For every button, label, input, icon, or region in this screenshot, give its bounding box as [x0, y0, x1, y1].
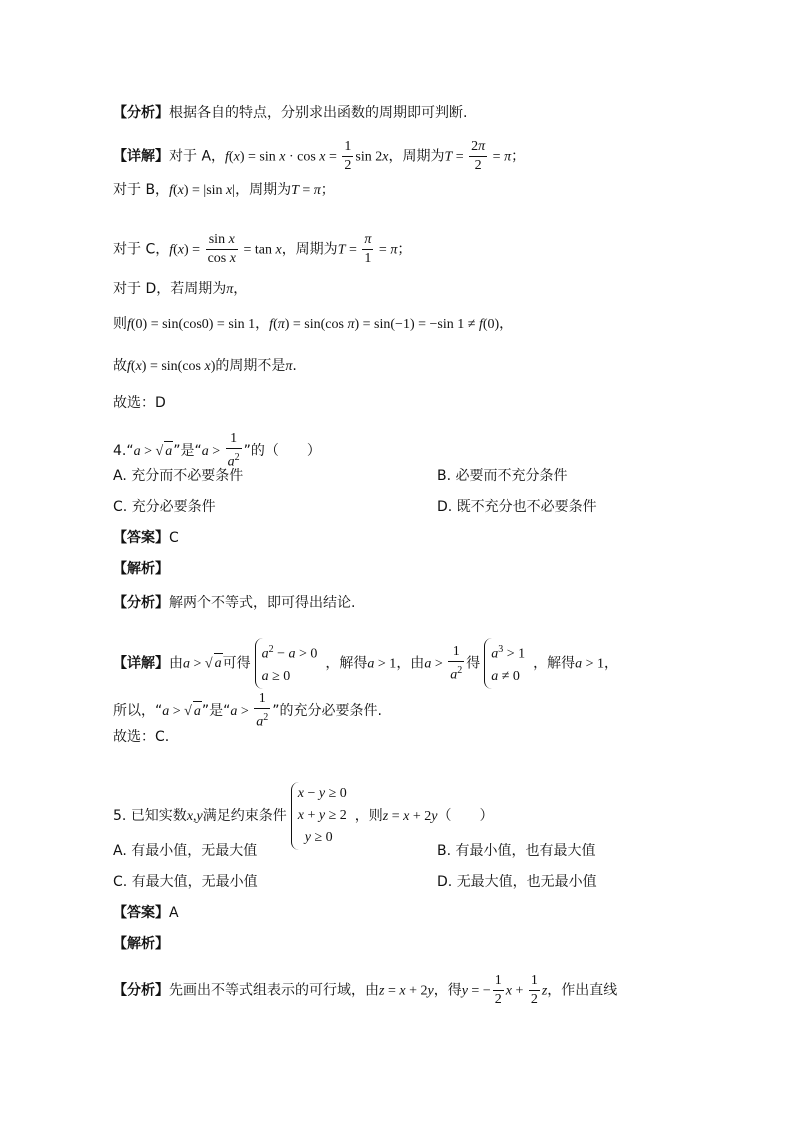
q4-answer-value: C — [169, 530, 179, 546]
fraction-1-over-a2-c: $\frac{1}{a^2}$ — [256, 691, 269, 730]
q3-d-then: 则 — [113, 316, 127, 332]
formula-a: f — [225, 149, 229, 165]
q5-answer — [113, 903, 179, 923]
q4-stem-end: ”的（ ） — [243, 442, 321, 459]
q4-answer — [113, 528, 179, 548]
q3-c-prefix: 对于 C， — [113, 241, 170, 258]
q4-detail-solve: ，解得 — [325, 655, 368, 672]
system-brace-1: $a^2 - a > 0$ a ≥ 0 — [255, 638, 322, 689]
q4-jiexi — [113, 559, 169, 579]
fraction-pi-over-1: $\frac{\pi}{1}$ — [364, 232, 372, 266]
q5-option-c[interactable]: C. 有最大值，无最小值 — [113, 874, 258, 890]
tag-fenxi: 【分析】 — [113, 982, 169, 999]
q5-fenxi-text3: ，作出直线 — [547, 982, 618, 999]
tag-daan: 【答案】 — [113, 905, 169, 921]
tag-fenxi: 【分析】 — [113, 595, 169, 611]
q3-detail-b: 对于 B，f(x) = |sin x|，周期为T = π； — [113, 182, 335, 198]
tag-daan: 【答案】 — [113, 530, 169, 546]
q4-detail: 【详解】由a > √ a可得 $a^2 - a > 0$ a ≥ 0 ，解得a > 1，由a > $\frac{1}{a^2}$ 得 $a^3 > 1$ a ≠ 0 ，解得a > 1， — [113, 638, 618, 689]
q4-so-mid: ”是“ — [201, 702, 231, 719]
q3-fenxi-text: 根据各自的特点，分别求出函数的周期即可判断. — [169, 105, 468, 121]
q3-c-period-label: ，周期为 — [281, 241, 338, 258]
q5-fenxi-line: 【分析】先画出不等式组表示的可行域，由z = x + 2y，得y = − $\frac{1}{2}$ x + $\frac{1}{2}$ z，作出直线 — [113, 973, 618, 1007]
tag-xiangjie: 【详解】 — [113, 148, 169, 165]
q3-choice: 故选：D — [113, 395, 166, 411]
q5-number: 5. — [113, 808, 127, 824]
q4-choice: 故选：C. — [113, 729, 170, 745]
q4-so-suffix: ”的充分必要条件. — [272, 702, 382, 719]
q5-stem-end: （ ） — [437, 808, 494, 824]
q4-detail-by2: ，由 — [396, 655, 425, 672]
q4-detail-by: 由 — [169, 655, 183, 672]
q4-stem: 4.“a > √ a”是“a > $\frac{1}{a^2}$ ”的（ ） — [113, 431, 321, 470]
q5-stem-prefix: 已知实数 — [130, 808, 187, 824]
q4-stem-mid: ”是“ — [173, 442, 202, 459]
q5-stem-constraint: 满足约束条件 — [202, 808, 287, 824]
q4-fenxi-text: 解两个不等式，即可得出结论. — [169, 595, 356, 611]
fraction-half-b: $\frac{1}{2}$ — [494, 973, 502, 1007]
q4-detail-get2: 得 — [466, 655, 481, 672]
q4-detail-solve2: ，解得 — [533, 655, 576, 672]
tag-jiexi: 【解析】 — [113, 936, 169, 952]
q3-detail-d: 对于 D，若周期为π， — [113, 281, 248, 297]
q5-option-b[interactable]: B. 有最小值，也有最大值 — [437, 843, 596, 859]
constraint-system: x − y ≥ 0 x + y ≥ 2 y ≥ 0 — [291, 782, 351, 850]
q4-number: 4. — [113, 442, 127, 459]
q5-stem: 5. 已知实数x,y满足约束条件 x − y ≥ 0 x + y ≥ 2 y ≥ 0 ，则z = x + 2y（ ） — [113, 782, 493, 850]
q3-detail-d-2: 则f(0) = sin(cos0) = sin 1，f(π) = sin(cos π) = sin(−1) = −sin 1 ≠ f(0)， — [113, 316, 514, 332]
q5-answer-value: A — [169, 905, 179, 921]
q5-jiexi — [113, 934, 169, 954]
q3-conclusion-suffix: 的周期不是 — [215, 358, 286, 374]
q4-so: 所以，“a > √ a”是“a > $\frac{1}{a^2}$ ”的充分必要条件. — [113, 691, 382, 730]
q3-a-prefix: 对于 A， — [169, 148, 226, 165]
fraction-1-over-a2: $\frac{1}{a^2}$ — [227, 431, 240, 470]
q3-d-prefix: 对于 D，若周期为 — [113, 281, 227, 297]
q4-option-c[interactable]: C. 充分必要条件 — [113, 499, 216, 515]
q4-option-b[interactable]: B. 必要而不充分条件 — [437, 468, 568, 484]
q3-detail-a: 【详解】对于 A，f(x) = sin x · cos x = $\frac{1}{2}$ sin 2x，周期为T = $\frac{2\pi}{2}$ = π； — [113, 139, 526, 173]
q3-conclusion: 故f(x) = sin(cos x)的周期不是π. — [113, 358, 297, 374]
q3-a-period-label: ，周期为 — [388, 148, 445, 165]
fraction-1-over-a2-b: $\frac{1}{a^2}$ — [450, 643, 463, 683]
q4-so-prefix: 所以，“ — [113, 702, 163, 719]
q4-option-a[interactable]: A. 充分而不必要条件 — [113, 468, 244, 484]
q3-b-period-label: ，周期为 — [235, 182, 292, 198]
q3-fenxi-line — [113, 103, 467, 123]
q5-fenxi-text1: 先画出不等式组表示的可行域，由 — [169, 982, 379, 999]
fraction-half: $\frac{1}{2}$ — [344, 139, 352, 173]
tag-jiexi: 【解析】 — [113, 561, 169, 577]
fraction-2pi-over-2: $\frac{2\pi}{2}$ — [471, 139, 486, 173]
q5-option-d[interactable]: D. 无最大值，也无最小值 — [437, 874, 597, 890]
q4-option-d[interactable]: D. 既不充分也不必要条件 — [437, 499, 597, 515]
fraction-half-c: $\frac{1}{2}$ — [530, 973, 538, 1007]
q4-detail-get: 可得 — [222, 655, 251, 672]
q4-quote-open: “ — [126, 442, 134, 459]
q4-fenxi-line — [113, 593, 355, 613]
q5-option-a[interactable]: A. 有最小值，无最大值 — [113, 843, 258, 859]
q3-conclusion-prefix: 故 — [113, 358, 127, 374]
tag-fenxi: 【分析】 — [113, 105, 169, 121]
q5-fenxi-text2: ，得 — [433, 982, 462, 999]
tag-xiangjie: 【详解】 — [113, 655, 169, 672]
q3-detail-c: 对于 C，f(x) = $\frac{\text{sin x}}{\text{cos x}}$ = tan x，周期为T = $\frac{\pi}{1}$ = π； — [113, 232, 412, 266]
fraction-sin-over-cos: $\frac{\text{sin x}}{\text{cos x}}$ — [207, 232, 236, 266]
q3-b-prefix: 对于 B， — [113, 182, 170, 198]
system-brace-2: $a^3 > 1$ a ≠ 0 — [484, 638, 529, 689]
q5-stem-then: ，则 — [354, 808, 383, 824]
